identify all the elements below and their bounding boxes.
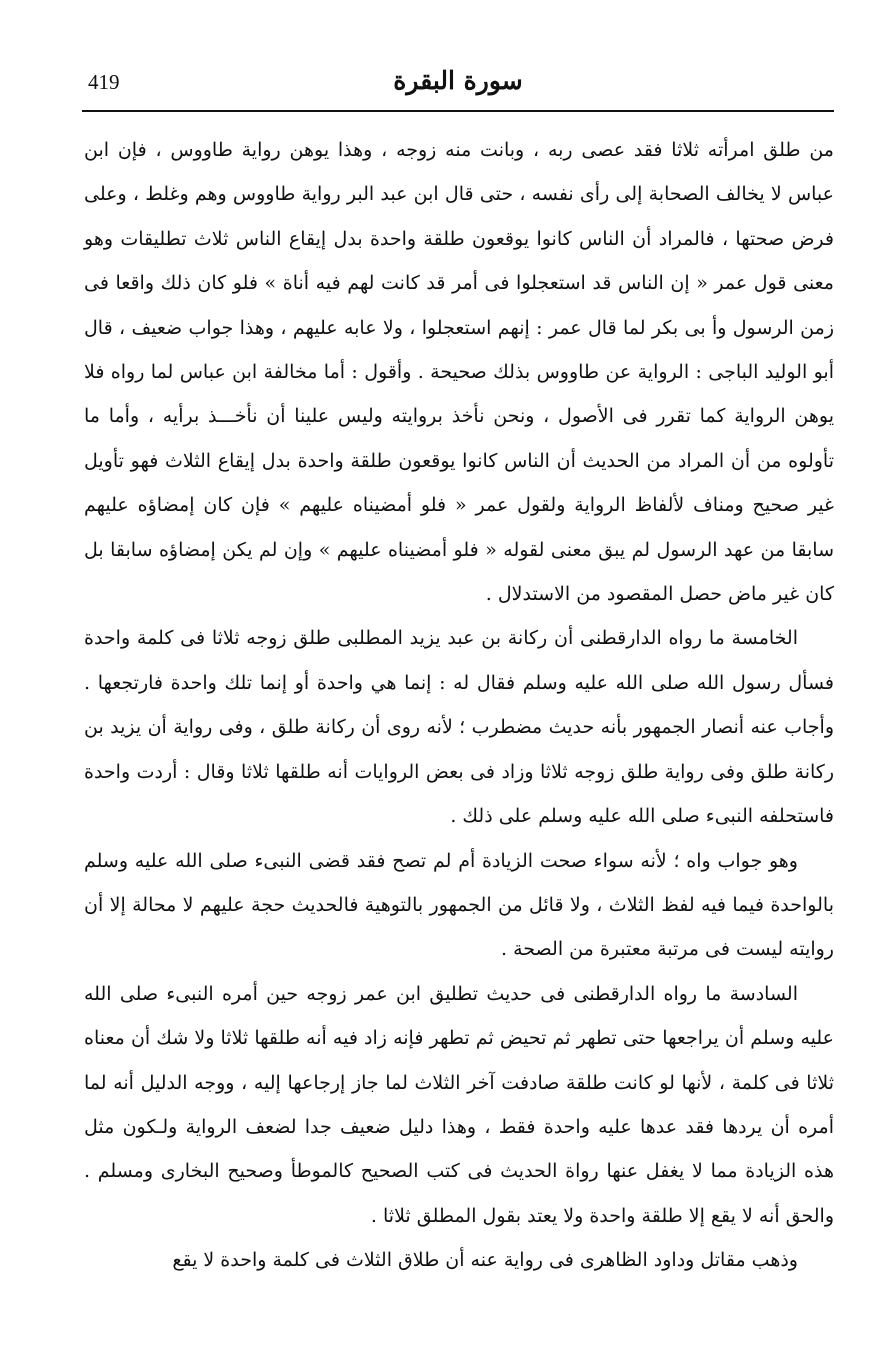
header-rule (82, 110, 834, 112)
page-number: 419 (88, 70, 120, 94)
running-title: سورة البقرة (393, 66, 523, 95)
page-body (84, 128, 834, 1283)
page-header (82, 62, 834, 102)
paragraph: السادسة ما رواه الدارقطنى فى حديث تطليق ابن عمر زوجه حين أمره النبىء صلى الله عليه وسلم أن يراجعها حتى تطهر ثم تحيض ثم تطهر فإنه زاد فيه أنه طلقها ثلاثا ولا شك أن معناه ثلاثا فى كلمة ، لأنها لو كانت طلقة صادفت آخر الثلاث لما جاز إرجاعها إليه ، ووجه الدليل أنه لما أمره أن يردها فقد عدها عليه واحدة فقط ، وهذا دليل ضعيف جدا لضعف الرواية ولـكون مثل هذه الزيادة مما لا يغفل عنها رواة الحديث فى كتب الصحيح كالموطأ وصحيح البخارى ومسلم . والحق أنه لا يقع إلا طلقة واحدة ولا يعتد بقول المطلق ثلاثا . (84, 982, 834, 1227)
paragraph: الخامسة ما رواه الدارقطنى أن ركانة بن عبد يزيد المطلبى طلق زوجه ثلاثا فى كلمة واحدة فسأل رسول الله صلى الله عليه وسلم فقال له : إنما هي واحدة أو إنما تلك واحدة فارتجعها . وأجاب عنه أنصار الجمهور بأنه حديث مضطرب ؛ لأنه روى أن ركانة طلق ، وفى رواية أن يزيد بن ركانة طلق وفى رواية طلق زوجه ثلاثا وزاد فى بعض الروايات أنه طلقها ثلاثا وقال : أردت واحدة فاستحلفه النبىء صلى الله عليه وسلم على ذلك . (84, 627, 834, 828)
paragraph: من طلق امرأته ثلاثا فقد عصى ربه ، وبانت منه زوجه ، وهذا يوهن رواية طاووس ، فإن ابن عباس لا يخالف الصحابة إلى رأى نفسه ، حتى قال ابن عبد البر رواية طاووس وهم وغلط ، وعلى فرض صحتها ، فالمراد أن الناس كانوا يوقعون طلقة واحدة بدل إيقاع الناس ثلاث تطليقات وهو معنى قول عمر « إن الناس قد استعجلوا فى أمر قد كانت لهم فيه أناة » فلو كان ذلك واقعا فى زمن الرسول وأ بى بكر لما قال عمر : إنهم استعجلوا ، ولا عابه عليهم ، وهذا جواب ضعيف ، قال أبو الوليد الباجى : الرواية عن طاووس بذلك صحيحة . وأقول : أما مخالفة ابن عباس لما رواه فلا يوهن الرواية كما تقرر فى الأصول ، ونحن نأخذ بروايته وليس علينا أن نأخـــذ برأيه ، وأما ما تأولوه من أن المراد من الحديث أن الناس كانوا يوقعون طلقة واحدة بدل إيقاع الثلاث فهو تأويل غير صحيح ومناف لألفاظ الرواية ولقول عمر « فلو أمضيناه عليهم » فإن كان إمضاؤه عليهم سابقا من عهد الرسول لم يبق معنى لقوله « فلو أمضيناه عليهم » وإن لم يكن إمضاؤه سابقا بل كان غير ماض حصل المقصود من الاستدلال . (84, 139, 834, 606)
paragraph: وهو جواب واه ؛ لأنه سواء صحت الزيادة أم لم تصح فقد قضى النبىء صلى الله عليه وسلم بالواحدة فيما فيه لفظ الثلاث ، ولا قائل من الجمهور بالتوهية فالحديث حجة عليهم لا محالة إلا أن روايته ليست فى مرتبة معتبرة من الصحة . (84, 849, 834, 961)
paragraph: وذهب مقاتل وداود الظاهرى فى رواية عنه أن طلاق الثلاث فى كلمة واحدة لا يقع (172, 1249, 798, 1272)
